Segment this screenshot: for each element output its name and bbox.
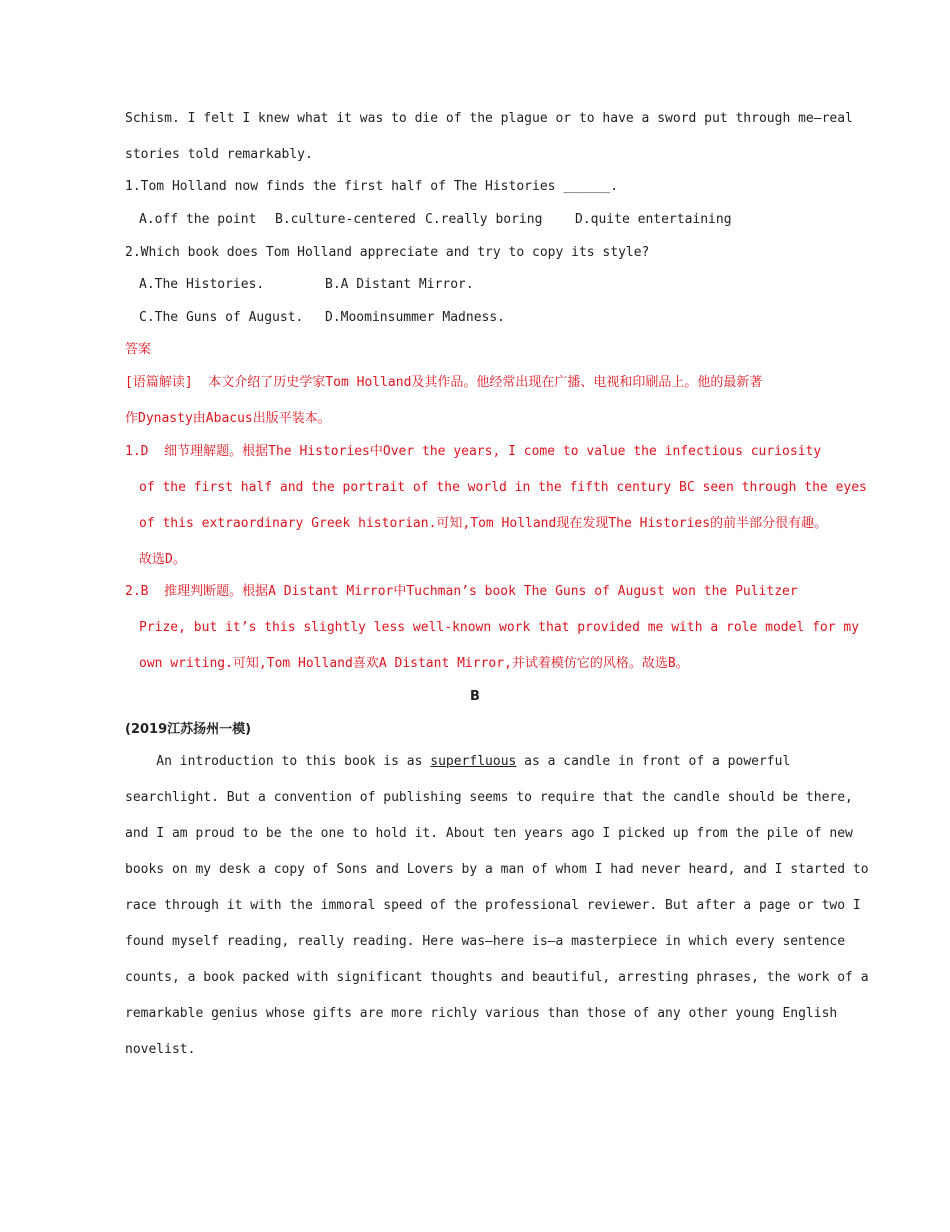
passage-line <box>125 753 790 771</box>
option-c: C.The Guns of August. <box>139 310 304 325</box>
answer-explanation: 故选D。 <box>139 552 186 567</box>
answer-explanation: of this extraordinary Greek historian.可知,Tom Holland现在发现The Histories的前半部分很有趣。 <box>139 516 828 531</box>
option-c: C.really boring <box>425 212 543 227</box>
answer-explanation: 1.D 细节理解题。根据The Histories中Over the years, I come to value the infectious curiosity <box>125 444 822 459</box>
answer-summary: [语篇解读] 本文介绍了历史学家Tom Holland及其作品。他经常出现在广播、电视和印刷品上。他的最新著 <box>125 375 763 390</box>
option-a: A.The Histories. <box>139 277 265 292</box>
option-b: B.A Distant Mirror. <box>325 277 474 292</box>
option-b: B.culture-centered <box>275 212 416 227</box>
question-stem: 1.Tom Holland now finds the first half of The Histories ______. <box>125 179 619 194</box>
passage-line: Schism. I felt I knew what it was to die of the plague or to have a sword put through me—real <box>125 111 853 126</box>
answer-explanation: own writing.可知,Tom Holland喜欢A Distant Mirror,并试着模仿它的风格。故选B。 <box>139 656 689 671</box>
passage-line: counts, a book packed with significant thoughts and beautiful, arresting phrases, the work of a <box>125 970 869 985</box>
passage-text: An introduction to this book is as <box>125 754 431 769</box>
passage-line: searchlight. But a convention of publishing seems to require that the candle should be there, <box>125 790 853 805</box>
passage-text: as a candle in front of a powerful <box>516 754 791 769</box>
section-letter: B <box>470 689 480 704</box>
answer-explanation: 2.B 推理判断题。根据A Distant Mirror中Tuchman’s book The Guns of August won the Pulitzer <box>125 584 798 599</box>
option-d: D.Moominsummer Madness. <box>325 310 506 325</box>
option-a: A.off the point <box>139 212 257 227</box>
underlined-word: superfluous <box>430 754 517 769</box>
passage-line: novelist. <box>125 1042 196 1057</box>
passage-line: remarkable genius whose gifts are more richly various than those of any other young English <box>125 1006 838 1021</box>
passage-line: found myself reading, really reading. Here was—here is—a masterpiece in which every sentence <box>125 934 846 949</box>
passage-line: and I am proud to be the one to hold it. About ten years ago I picked up from the pile of new <box>125 826 853 841</box>
answer-explanation: of the first half and the portrait of the world in the fifth century BC seen through the eyes <box>139 480 867 495</box>
passage-line: race through it with the immoral speed of the professional reviewer. But after a page or two I <box>125 898 861 913</box>
option-d: D.quite entertaining <box>575 212 732 227</box>
question-stem: 2.Which book does Tom Holland appreciate and try to copy its style? <box>125 245 650 260</box>
answer-explanation: Prize, but it’s this slightly less well-known work that provided me with a role model for my <box>139 620 860 635</box>
answer-heading: 答案 <box>125 342 152 357</box>
passage-line: books on my desk a copy of Sons and Lovers by a man of whom I had never heard, and I started to <box>125 862 869 877</box>
source-label: (2019江苏扬州一模) <box>125 722 252 737</box>
answer-summary: 作Dynasty由Abacus出版平装本。 <box>125 411 331 426</box>
passage-line: stories told remarkably. <box>125 147 313 162</box>
